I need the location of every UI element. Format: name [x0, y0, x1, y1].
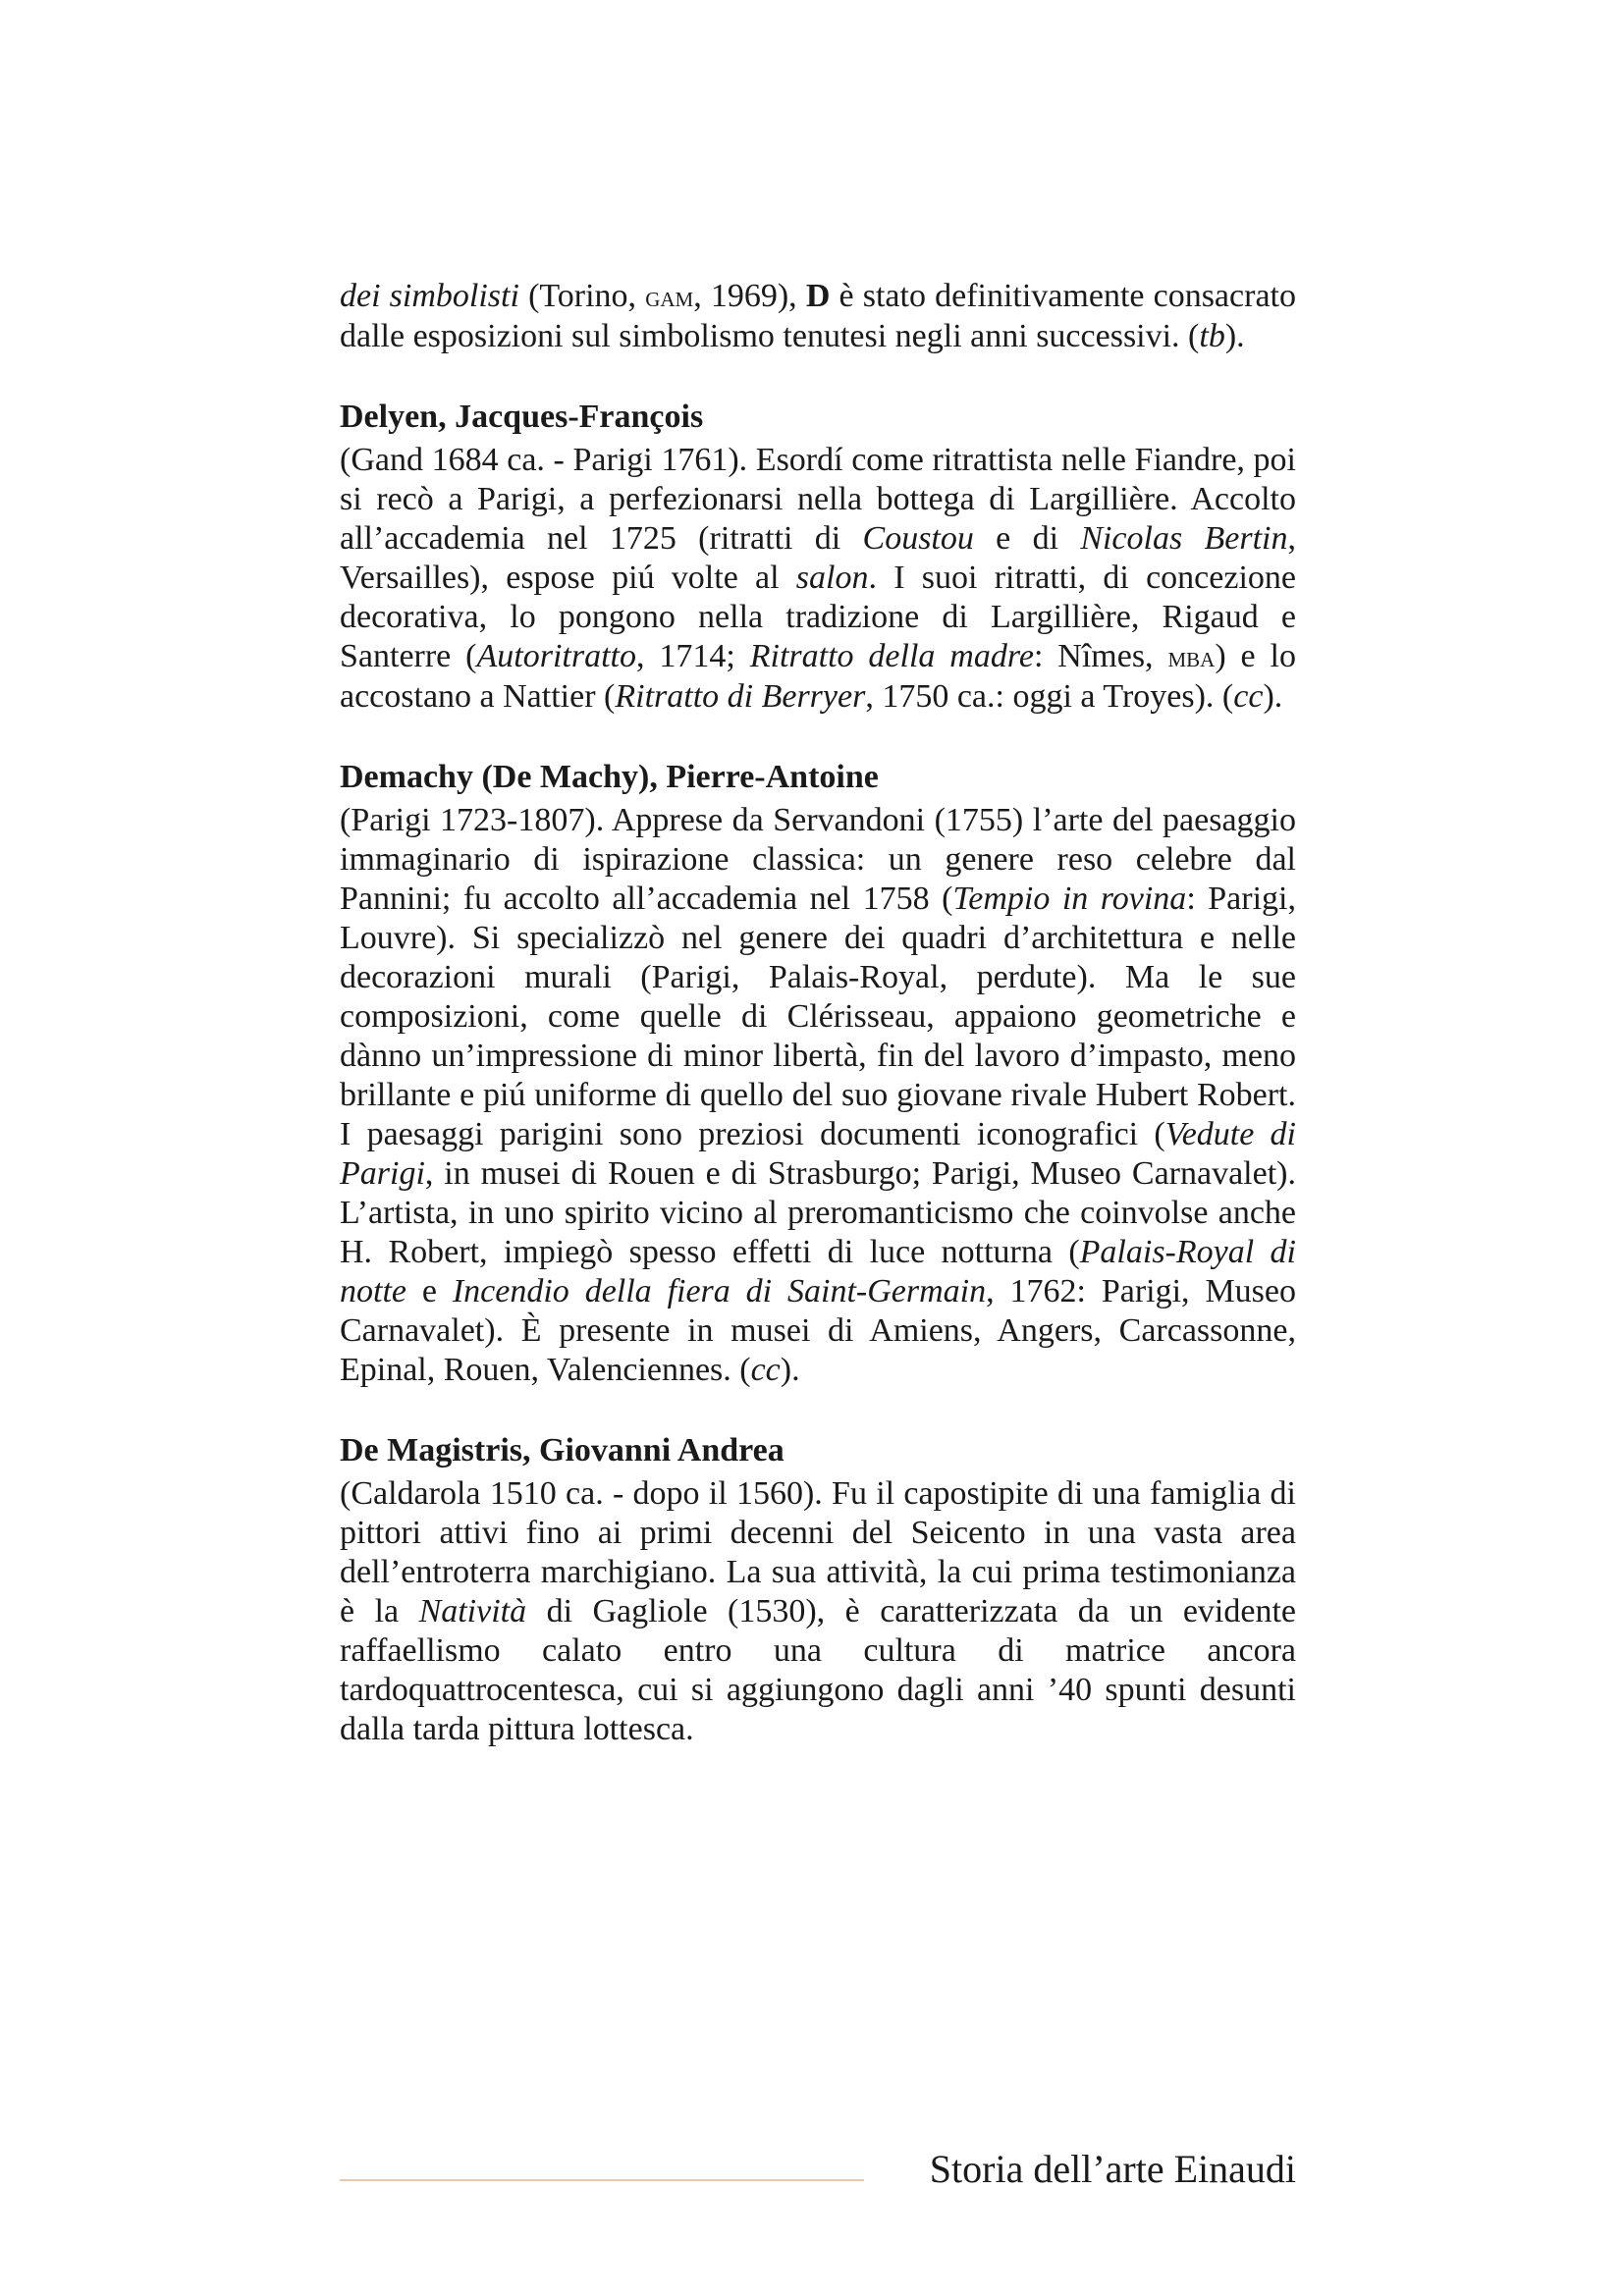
footer-rule	[340, 2179, 864, 2181]
text-column	[340, 277, 1296, 1749]
body-text: : Nîmes,	[1033, 638, 1168, 674]
body-text: (Parigi 1723-1807). Apprese da Servandoni (1755) l’arte del paesaggio immaginario di ispirazione classica: un genere reso celebre dal Pannini; fu accolto all’accademia nel 1758 (	[340, 802, 1296, 917]
body-italic: Ritratto della madre	[749, 638, 1034, 674]
intro-museum-abbr: gam	[645, 281, 694, 313]
body-italic: Incendio della fiera di Saint-Germain	[452, 1273, 987, 1309]
entry-heading: Delyen, Jacques-François	[340, 399, 704, 435]
intro-text: , 1969),	[693, 278, 806, 314]
body-italic: Palais-Royal di notte	[340, 1234, 1297, 1309]
body-italic: Autoritratto	[476, 638, 636, 674]
body-text: ).	[1263, 678, 1283, 715]
body-italic: Coustou	[862, 520, 974, 557]
entry-heading: Demachy (De Machy), Pierre-Antoine	[340, 759, 879, 795]
intro-italic-title: dei simbolisti	[340, 278, 519, 314]
body-text: (Caldarola 1510 ca. - dopo il 1560). Fu il capostipite di una famiglia di pittori attivi fino ai primi decenni del Seicento in una vasta area dell’entroterra marchigiano. La sua attività, la cui prima testimonianza è la	[340, 1475, 1296, 1629]
intro-paragraph	[340, 277, 1296, 356]
body-italic: salon	[795, 560, 869, 596]
entry-heading: De Magistris, Giovanni Andrea	[340, 1432, 784, 1468]
body-italic: Nicolas Bertin	[1080, 520, 1288, 557]
intro-bold-initial: D	[805, 278, 831, 314]
museum-abbr: mba	[1167, 641, 1216, 673]
entry-de-magistris	[340, 1431, 1296, 1749]
body-text: di Gagliole (1530), è caratterizzata da un evidente raffaellismo calato entro una cultura di matrice ancora tardoquattrocentesca, cui si aggiungono dagli anni ’40 spunti desunti dalla tarda pittura lottesca.	[340, 1593, 1296, 1747]
entry-body	[340, 1474, 1296, 1749]
entry-delyen	[340, 398, 1296, 717]
body-text: , in musei di Rouen e di Strasburgo; Parigi, Museo Carnavalet). L’artista, in uno spirito vicino al preromanticismo che coinvolse anche H. Robert, impiegò spesso effetti di luce notturna (	[340, 1155, 1296, 1270]
body-text: ) e lo accostano a Nattier (	[340, 638, 1296, 715]
footer-title: Storia dell’arte Einaudi	[929, 2147, 1296, 2191]
body-text: , 1750 ca.: oggi a Troyes). (	[865, 678, 1234, 715]
entry-body	[340, 441, 1296, 717]
body-text: : Parigi, Louvre). Si specializzò nel genere dei quadri d’architettura e nelle decorazioni murali (Parigi, Palais-Royal, perdute). Ma le sue composizioni, come quelle di Clérisseau, appaiono geometriche e dànno un’impressione di minor libertà, fin del lavoro d’impasto, meno brillante e piú uniforme di quello del suo giovane rivale Hubert Robert. I paesaggi parigini sono preziosi documenti iconografici (	[340, 881, 1296, 1152]
body-italic: Natività	[418, 1593, 527, 1629]
body-text: , Versailles), espose piú volte al	[340, 520, 1296, 596]
body-italic: Ritratto di Berryer	[615, 678, 866, 715]
body-text: ).	[780, 1352, 800, 1388]
body-text: (Gand 1684 ca. - Parigi 1761). Esordí come ritrattista nelle Fiandre, poi si recò a Parigi, a perfezionarsi nella bottega di Largillière. Accolto all’accademia nel 1725 (ritratti di	[340, 442, 1296, 557]
author-initials: tb	[1199, 318, 1225, 354]
body-text: , 1714;	[635, 638, 750, 674]
intro-text: (Torino,	[518, 278, 646, 314]
body-italic: Vedute di Parigi	[340, 1116, 1297, 1192]
intro-text: ).	[1224, 318, 1245, 354]
author-initials: cc	[750, 1352, 781, 1388]
body-text: e	[406, 1273, 453, 1309]
entry-body	[340, 801, 1296, 1390]
body-text: , 1762: Parigi, Museo Carnavalet). È presente in musei di Amiens, Angers, Carcassonne, Epinal, Rouen, Valenciennes. (	[340, 1273, 1296, 1388]
intro-text: è stato definitivamente consacrato dalle esposizioni sul simbolismo tenutesi negli anni successivi. (	[340, 278, 1296, 354]
body-text: e di	[973, 520, 1081, 557]
body-text: . I suoi ritratti, di concezione decorativa, lo pongono nella tradizione di Largillière, Rigaud e Santerre (	[340, 560, 1296, 674]
author-initials: cc	[1233, 678, 1264, 715]
entry-demachy	[340, 758, 1296, 1390]
body-italic: Tempio in rovina	[952, 881, 1187, 917]
